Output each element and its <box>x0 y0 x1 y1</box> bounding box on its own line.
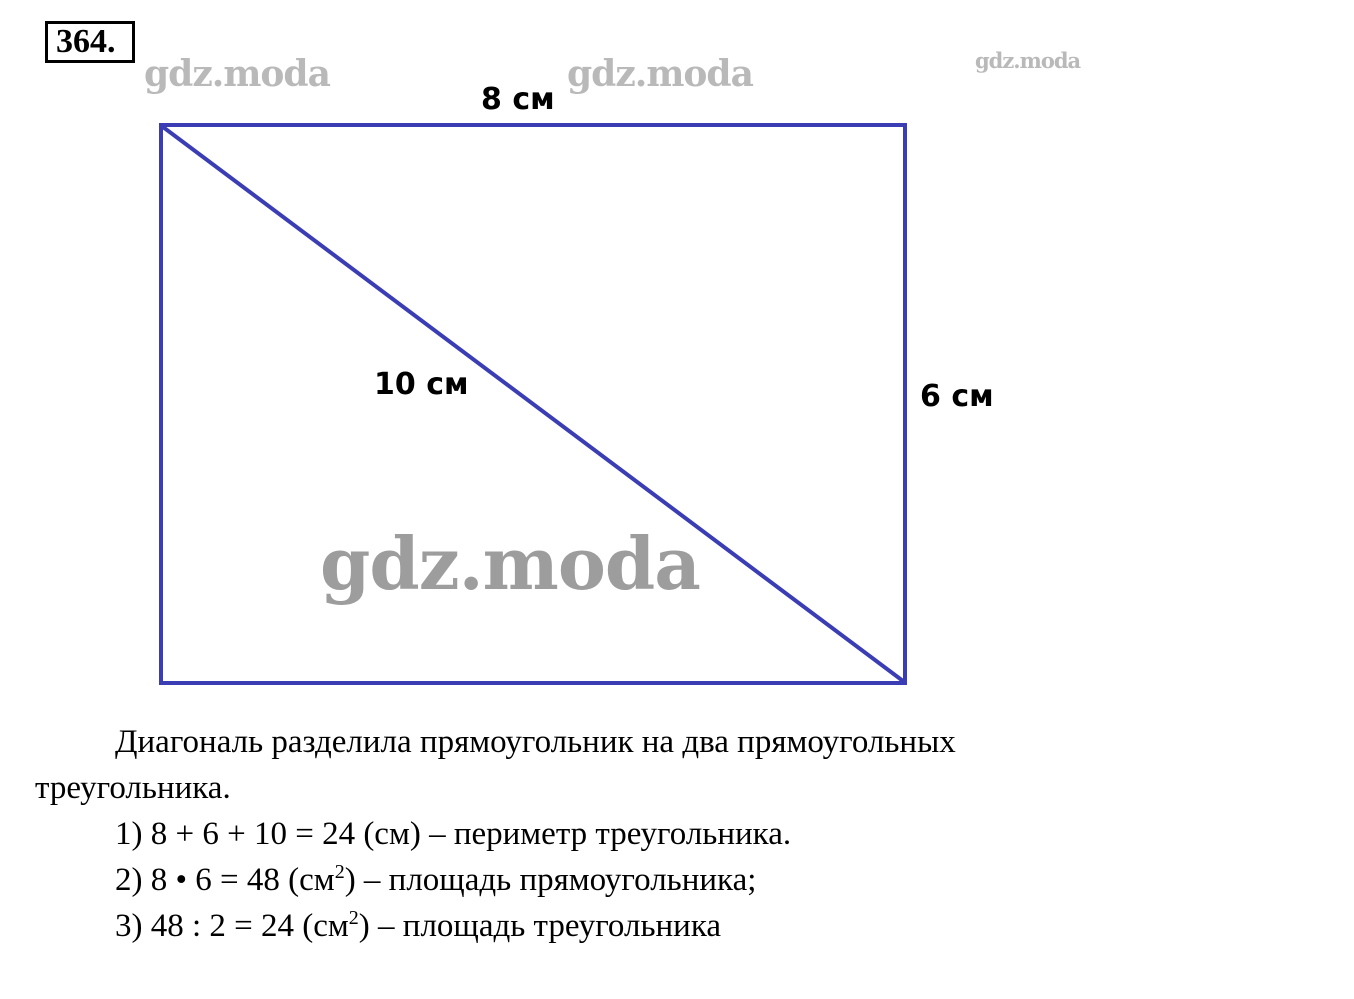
side-right-label: 6 см <box>920 379 994 414</box>
solution-step-3 <box>115 904 721 949</box>
step-2-exponent: 2 <box>334 861 345 883</box>
watermark: gdz.moda <box>975 48 1081 73</box>
step-3-exponent: 2 <box>348 907 359 929</box>
watermark: gdz.moda <box>567 53 753 95</box>
problem-number: 364. <box>45 21 135 63</box>
step-2-text: 2) 8 • 6 = 48 (см <box>115 862 335 898</box>
side-top-label: 8 см <box>481 82 555 117</box>
intro-line-continued: треугольника. <box>35 770 231 806</box>
intro-line: Диагональ разделила прямоугольник на два прямоугольных <box>115 724 956 760</box>
watermark: gdz.moda <box>144 53 330 95</box>
solution-step-2 <box>115 858 756 903</box>
step-3-text: 3) 48 : 2 = 24 (см <box>115 908 349 944</box>
watermark: gdz.moda <box>320 521 700 606</box>
solution-step-1: 1) 8 + 6 + 10 = 24 (см) – периметр треугольника. <box>115 816 792 852</box>
step-3-text-end: ) – площадь треугольника <box>358 908 722 944</box>
diagonal-label: 10 см <box>374 367 469 402</box>
step-2-text-end: ) – площадь прямоугольника; <box>344 862 757 898</box>
